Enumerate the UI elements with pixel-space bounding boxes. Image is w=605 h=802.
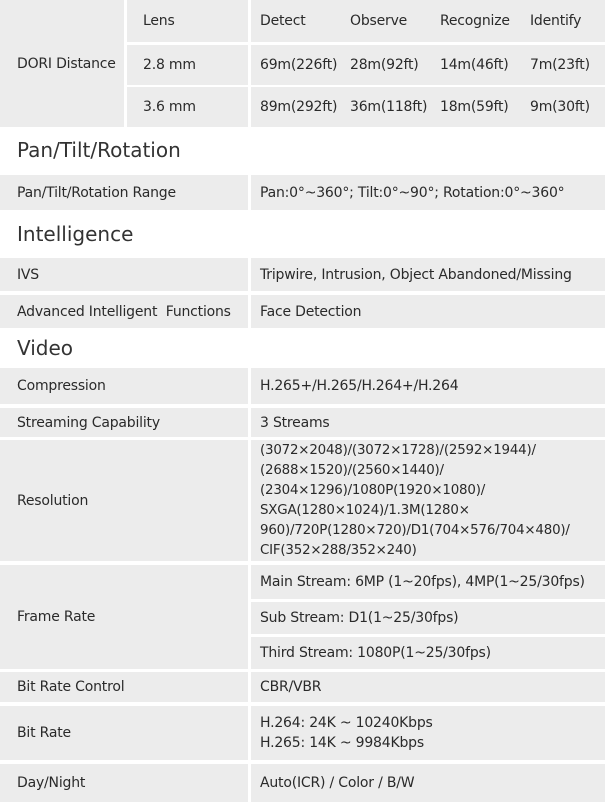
spec-value: Pan:0°~360°; Tilt:0°~90°; Rotation:0°~360° — [260, 184, 565, 201]
spec-value-line: (2688×1520)/(2560×1440)/ — [260, 462, 444, 478]
spec-value-line: SXGA(1280×1024)/1.3M(1280× — [260, 502, 470, 518]
spec-value: Sub Stream: D1(1~25/30fps) — [260, 610, 459, 626]
spec-value: Third Stream: 1080P(1~25/30fps) — [260, 645, 491, 661]
spec-value-cell — [251, 706, 605, 760]
spec-value-cell — [251, 672, 605, 702]
spec-label-cell — [0, 440, 248, 561]
spec-value-cell — [251, 408, 605, 437]
spec-value-cell — [251, 602, 605, 634]
dori-row-value: 69m(226ft) — [251, 45, 341, 85]
spec-value-line: CIF(352×288/352×240) — [260, 542, 417, 558]
spec-value: Tripwire, Intrusion, Object Abandoned/Missing — [260, 266, 572, 283]
spec-value: Main Stream: 6MP (1~20fps), 4MP(1~25/30fps) — [260, 574, 585, 590]
spec-label: IVS — [17, 266, 39, 283]
spec-label-cell — [0, 258, 248, 291]
spec-value-cell — [251, 175, 605, 210]
spec-value-cell — [251, 764, 605, 802]
spec-value-cell — [251, 258, 605, 291]
spec-value-cell — [251, 440, 605, 561]
dori-row-value: 9m(30ft) — [521, 87, 605, 127]
dori-row-value: 28m(92ft) — [341, 45, 431, 85]
spec-label: Bit Rate Control — [17, 679, 125, 695]
spec-value: Face Detection — [260, 303, 362, 320]
dori-header-identify: Identify — [521, 0, 605, 42]
spec-value: Auto(ICR) / Color / B/W — [260, 775, 415, 791]
dori-row-value: 18m(59ft) — [431, 87, 521, 127]
dori-row-value: 89m(292ft) — [251, 87, 341, 127]
section-title-pan: Pan/Tilt/Rotation — [17, 138, 181, 162]
dori-label: DORI Distance — [17, 55, 116, 72]
dori-header-lens: Lens — [127, 0, 248, 42]
spec-value-line: 960)/720P(1280×720)/D1(704×576/704×480)/ — [260, 522, 570, 538]
dori-row-lens: 3.6 mm — [127, 87, 248, 127]
spec-value: 3 Streams — [260, 414, 330, 431]
spec-value-line: H.265: 14K ~ 9984Kbps — [260, 735, 424, 751]
spec-value: CBR/VBR — [260, 679, 322, 695]
dori-row-lens: 2.8 mm — [127, 45, 248, 85]
resolution-lines — [260, 441, 570, 561]
spec-label: Pan/Tilt/Rotation Range — [17, 184, 176, 201]
spec-value-cell — [251, 368, 605, 404]
spec-value-cell — [251, 565, 605, 599]
section-title-intelligence: Intelligence — [17, 222, 134, 246]
spec-value-line: (2304×1296)/1080P(1920×1080)/ — [260, 482, 486, 498]
spec-label: Advanced Intelligent Functions — [17, 303, 231, 320]
section-title-video: Video — [17, 336, 74, 360]
spec-label: Streaming Capability — [17, 414, 160, 431]
spec-value-cell — [251, 295, 605, 328]
spec-label-cell — [0, 565, 248, 669]
dori-label-cell — [0, 0, 124, 127]
spec-value-cell — [251, 637, 605, 669]
spec-label-cell — [0, 295, 248, 328]
spec-label-cell — [0, 672, 248, 702]
dori-row-value: 7m(23ft) — [521, 45, 605, 85]
spec-label-cell — [0, 175, 248, 210]
dori-row-value: 36m(118ft) — [341, 87, 431, 127]
spec-label-cell — [0, 764, 248, 802]
spec-label: Frame Rate — [17, 609, 96, 625]
bitrate-lines — [260, 713, 433, 753]
spec-value-line: H.264: 24K ~ 10240Kbps — [260, 715, 433, 731]
spec-label: Bit Rate — [17, 725, 71, 741]
dori-header-recognize: Recognize — [431, 0, 521, 42]
spec-label-cell — [0, 706, 248, 760]
spec-label-cell — [0, 368, 248, 404]
spec-label: Compression — [17, 378, 106, 394]
dori-header-observe: Observe — [341, 0, 431, 42]
dori-header-detect: Detect — [251, 0, 341, 42]
spec-label-cell — [0, 408, 248, 437]
spec-value-line: (3072×2048)/(3072×1728)/(2592×1944)/ — [260, 442, 536, 458]
spec-label: Resolution — [17, 492, 89, 509]
dori-row-value: 14m(46ft) — [431, 45, 521, 85]
spec-label: Day/Night — [17, 775, 86, 791]
spec-value: H.265+/H.265/H.264+/H.264 — [260, 378, 459, 394]
